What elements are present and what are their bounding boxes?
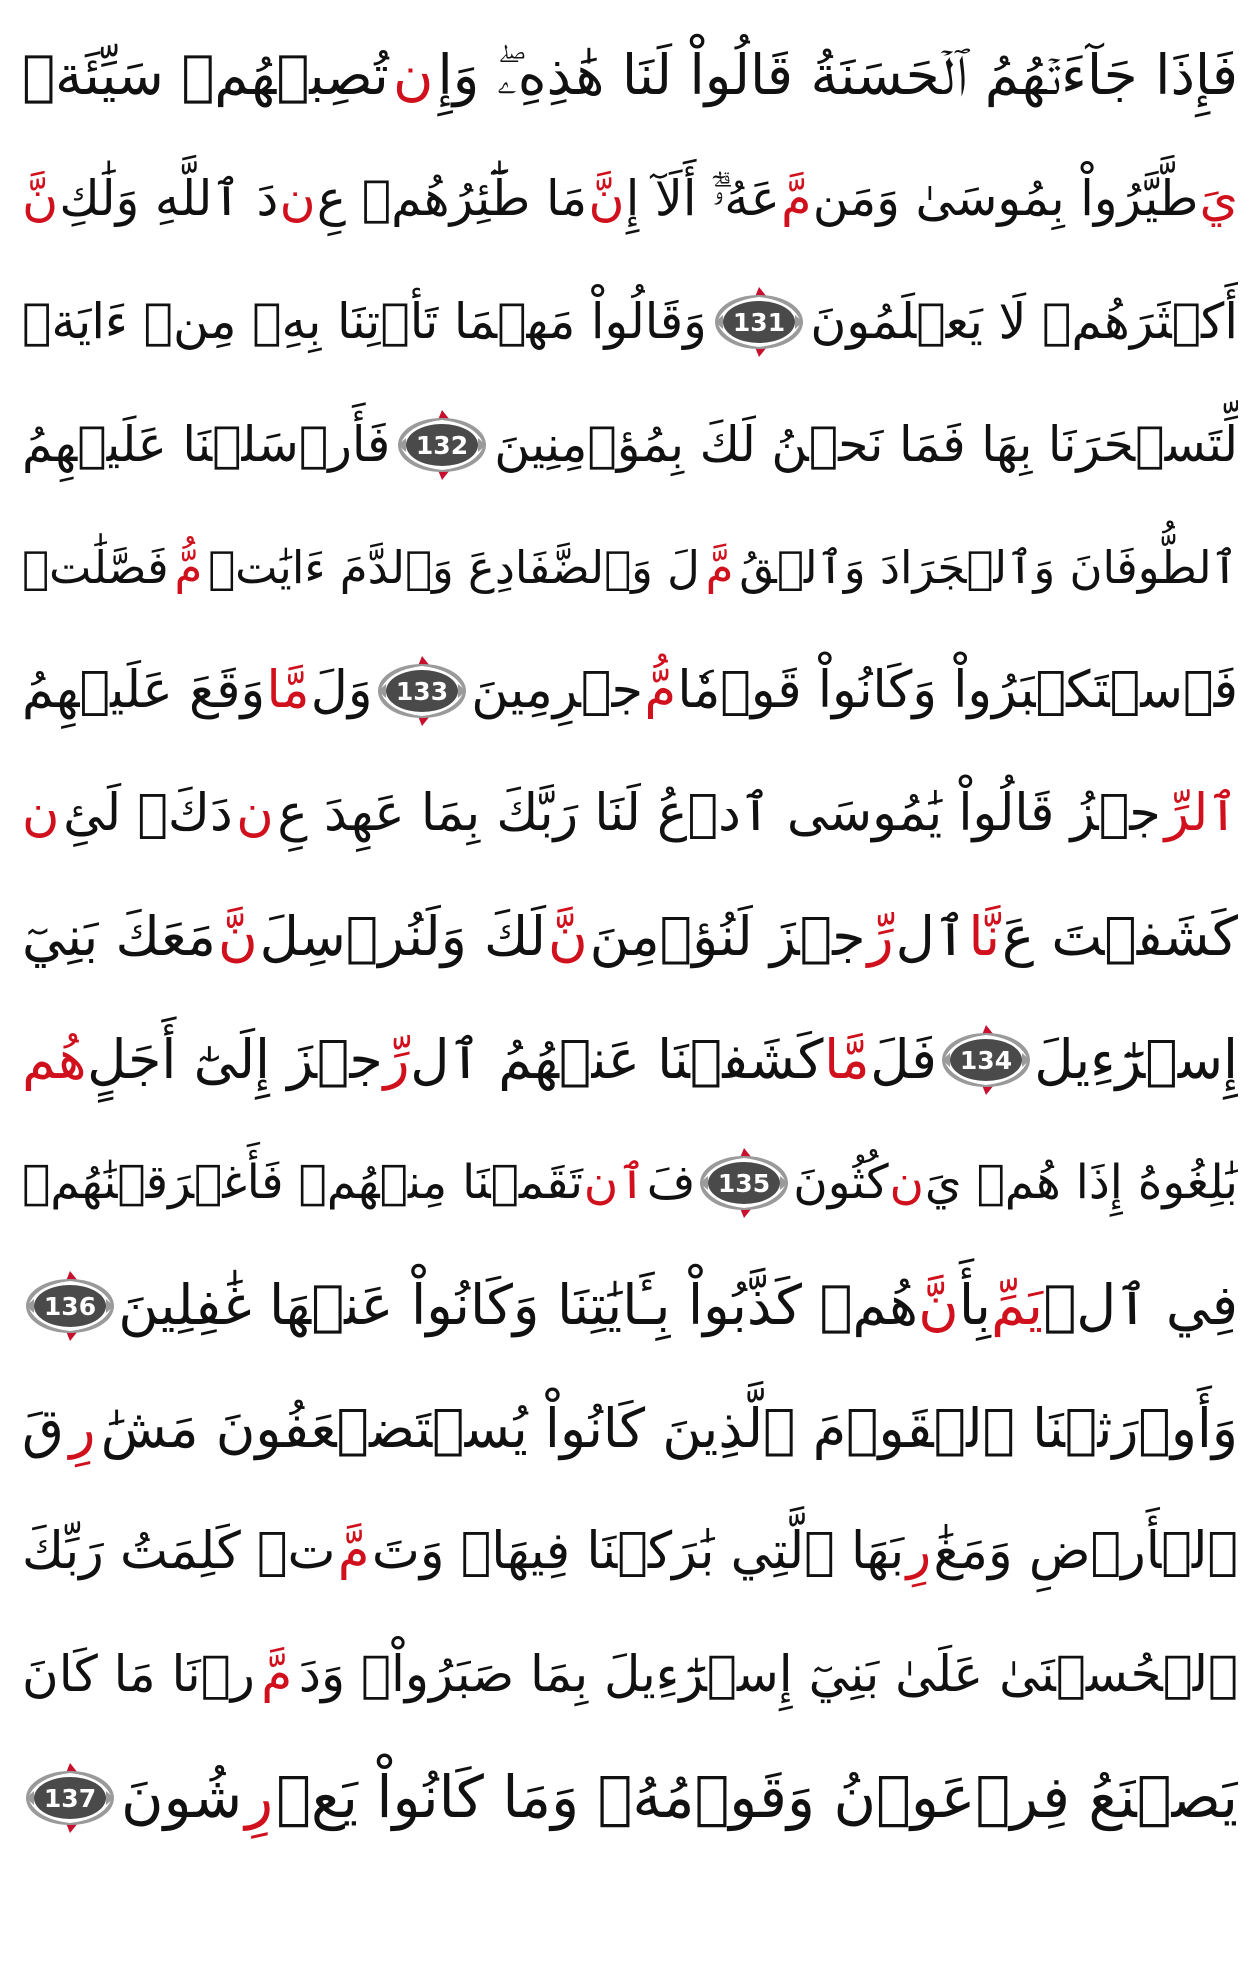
ayah-number: 135 (718, 1168, 771, 1198)
verse-text: جۡزَ لَنُؤۡمِنَ (589, 905, 866, 968)
tajweed-highlight-text: مَّ (781, 170, 812, 227)
tajweed-highlight-text: ن (22, 784, 60, 843)
verse-text: مَا طَٰٓئِرُهُمۡ عِ (316, 170, 588, 227)
tajweed-highlight-text: رِّ (383, 1028, 410, 1091)
ayah-end-marker (711, 285, 807, 359)
tajweed-highlight-text: نَّ (918, 1273, 959, 1337)
verse-line (22, 506, 1238, 629)
tajweed-highlight-text: ن (889, 1155, 924, 1210)
verse-text: دَكَۖ لَئِ (63, 784, 233, 843)
verse-text: دَ ٱللَّهِ وَلَٰكِ (59, 170, 279, 227)
ayah-end-ornament-icon (711, 285, 807, 359)
verse-line (22, 998, 1238, 1121)
verse-text: وَلَ (310, 661, 373, 720)
verse-text: فَإِذَا جَآءَتۡهُمُ ٱلۡحَسَنَةُ قَالُواْ لَنَا هَٰذِهِۦۖ وَإِ (437, 43, 1238, 107)
verse-text: لَكَ وَلَنُرۡسِلَ (259, 905, 546, 968)
verse-text: يَصۡنَعُ فِرۡعَوۡنُ وَقَوۡمُهُۥ وَمَا كَانُواْ يَعۡ (276, 1763, 1238, 1831)
verse-line (22, 260, 1238, 383)
verse-text: فَٱسۡتَكۡبَرُواْ وَكَانُواْ قَوۡمٗا (677, 661, 1238, 720)
verse-text: مَعَكَ بَنِيٓ (22, 905, 216, 968)
verse-line (22, 14, 1238, 137)
ayah-end-marker (394, 408, 490, 482)
verse-text: جۡزُ قَالُواْ يَٰمُوسَى ٱدۡعُ لَنَا رَبَّكَ بِمَا عَهِدَ عِ (277, 784, 1161, 843)
verse-text: رۡنَا مَا كَانَ (22, 1645, 255, 1703)
tajweed-highlight-text: رِ (69, 1397, 96, 1460)
verse-text: لَ وَٱلضَّفَادِعَ وَٱلدَّمَ ءَايَٰتٖ (208, 541, 700, 594)
ayah-number: 131 (732, 307, 785, 337)
verse-text: كَشَفۡتَ عَ (1001, 905, 1238, 968)
ayah-end-marker (374, 654, 470, 728)
tajweed-highlight-text: رِّ (867, 905, 894, 968)
ayah-end-marker (22, 1761, 118, 1835)
ayah-number: 134 (959, 1045, 1012, 1075)
verse-text: فَ (646, 1155, 696, 1210)
tajweed-highlight-text: مَّ (337, 1522, 370, 1581)
verse-text: جۡزَ إِلَىٰٓ أَجَلٍ (87, 1028, 383, 1091)
tajweed-highlight-text: نَّ (22, 170, 59, 227)
verse-text: وَأَوۡرَثۡنَا ٱلۡقَوۡمَ ٱلَّذِينَ كَانُواْ يُسۡتَضۡعَفُونَ مَشَٰ (100, 1397, 1238, 1460)
verse-line (22, 1244, 1238, 1367)
ayah-end-ornament-icon (938, 1023, 1034, 1097)
verse-text: طَّيَّرُواْ بِمُوسَىٰ وَمَن (812, 170, 1199, 227)
verse-text: فِي ٱلۡ (1043, 1273, 1238, 1337)
verse-text: ٱلۡأَرۡضِ وَمَغَٰ (933, 1522, 1238, 1581)
verse-text: جۡرِمِينَ (471, 661, 644, 720)
tajweed-highlight-text: نَّ (588, 170, 625, 227)
verse-line (22, 1121, 1238, 1244)
tajweed-highlight-text: ن (279, 170, 316, 227)
tajweed-highlight-text: ن (392, 43, 434, 107)
tajweed-highlight-text: نَّ (218, 905, 258, 968)
ayah-end-marker (696, 1146, 792, 1220)
verse-line (22, 1613, 1238, 1736)
verse-line (22, 137, 1238, 260)
verse-line (22, 1367, 1238, 1490)
tajweed-highlight-text: رِ (906, 1522, 932, 1581)
verse-text: أَكۡثَرَهُمۡ لَا يَعۡلَمُونَ (810, 293, 1238, 350)
tajweed-highlight-text: نَّ (547, 905, 588, 968)
verse-line (22, 629, 1238, 752)
tajweed-highlight-text: يَ (1199, 170, 1238, 227)
verse-text: عَهُۥٓۗ أَلَآ إِ (625, 170, 780, 227)
tajweed-highlight-text: رِ (245, 1763, 274, 1831)
tajweed-highlight-text: ن (236, 784, 274, 843)
ayah-end-ornament-icon (22, 1761, 118, 1835)
verse-text: وَقَالُواْ مَهۡمَا تَأۡتِنَا بِهِۦ مِنۡ ءَايَةٖ (22, 293, 707, 350)
verse-line (22, 1490, 1238, 1613)
verse-text: شُونَ (121, 1763, 243, 1831)
verse-text: تۡ كَلِمَتُ رَبِّكَ (22, 1522, 336, 1581)
verse-text: بِأَ (958, 1273, 991, 1337)
verse-line (22, 875, 1238, 998)
tajweed-highlight-text: مُّ (174, 541, 203, 594)
verse-text: فَصَّلَٰتٖ (22, 541, 169, 594)
ayah-end-ornament-icon (394, 408, 490, 482)
tajweed-highlight-text: يَمِّ (991, 1273, 1043, 1337)
tajweed-highlight-text: مَّ (261, 1645, 293, 1703)
verse-text: كُثُونَ (793, 1155, 889, 1210)
tajweed-highlight-text: مُّ (644, 661, 677, 720)
ayah-end-marker (22, 1269, 118, 1343)
verse-text: بَٰلِغُوهُ إِذَا هُمۡ يَ (924, 1155, 1238, 1210)
ayah-end-marker (938, 1023, 1034, 1097)
tajweed-highlight-text: مَّا (266, 661, 310, 720)
verse-text: ٱل (895, 905, 967, 968)
ayah-number: 133 (395, 676, 448, 706)
verse-text: تَقَمۡنَا مِنۡهُمۡ فَأَغۡرَقۡنَٰهُمۡ (22, 1155, 583, 1210)
verse-line (22, 383, 1238, 506)
verse-text: لِّتَسۡحَرَنَا بِهَا فَمَا نَحۡنُ لَكَ بِمُؤۡمِنِينَ (494, 416, 1238, 473)
tajweed-highlight-text: مَّا (824, 1028, 870, 1091)
verse-text: فَأَرۡسَلۡنَا عَلَيۡهِمُ (22, 416, 391, 473)
tajweed-highlight-text: مَّ (705, 541, 734, 594)
tajweed-highlight-text: ٱلرِّ (1164, 784, 1238, 843)
verse-line (22, 752, 1238, 875)
verse-text: ٱلطُّوفَانَ وَٱلۡجَرَادَ وَٱلۡقُ (739, 541, 1238, 594)
verse-text: وَقَعَ عَلَيۡهِمُ (22, 661, 266, 720)
ayah-end-ornament-icon (696, 1146, 792, 1220)
verse-text: ٱلۡحُسۡنَىٰ عَلَىٰ بَنِيٓ إِسۡرَٰٓءِيلَ بِمَا صَبَرُواْۖ وَدَ (298, 1645, 1238, 1703)
tajweed-highlight-text: هُم (22, 1028, 87, 1091)
verse-text: تُصِبۡهُمۡ سَيِّئَةٞ (22, 43, 389, 107)
verse-text: هُمۡ كَذَّبُواْ بِـَٔايَٰتِنَا وَكَانُواْ عَنۡهَا غَٰفِلِينَ (118, 1273, 919, 1337)
tajweed-highlight-text: ٱن (583, 1155, 646, 1210)
ayah-number: 132 (416, 430, 469, 460)
verse-text: إِسۡرَٰٓءِيلَ (1034, 1028, 1238, 1091)
tajweed-highlight-text: نَّا (968, 905, 1000, 968)
ayah-number: 136 (43, 1291, 97, 1321)
verse-text: فَلَ (870, 1028, 937, 1091)
verse-text: بَهَا ٱلَّتِي بَٰرَكۡنَا فِيهَاۖ وَتَ (371, 1522, 905, 1581)
verse-text: قَ (22, 1397, 64, 1460)
verse-line (22, 1736, 1238, 1859)
verse-text: كَشَفۡنَا عَنۡهُمُ ٱل (410, 1028, 824, 1091)
ayah-end-ornament-icon (374, 654, 470, 728)
ayah-end-ornament-icon (22, 1269, 118, 1343)
ayah-number: 137 (43, 1783, 97, 1813)
